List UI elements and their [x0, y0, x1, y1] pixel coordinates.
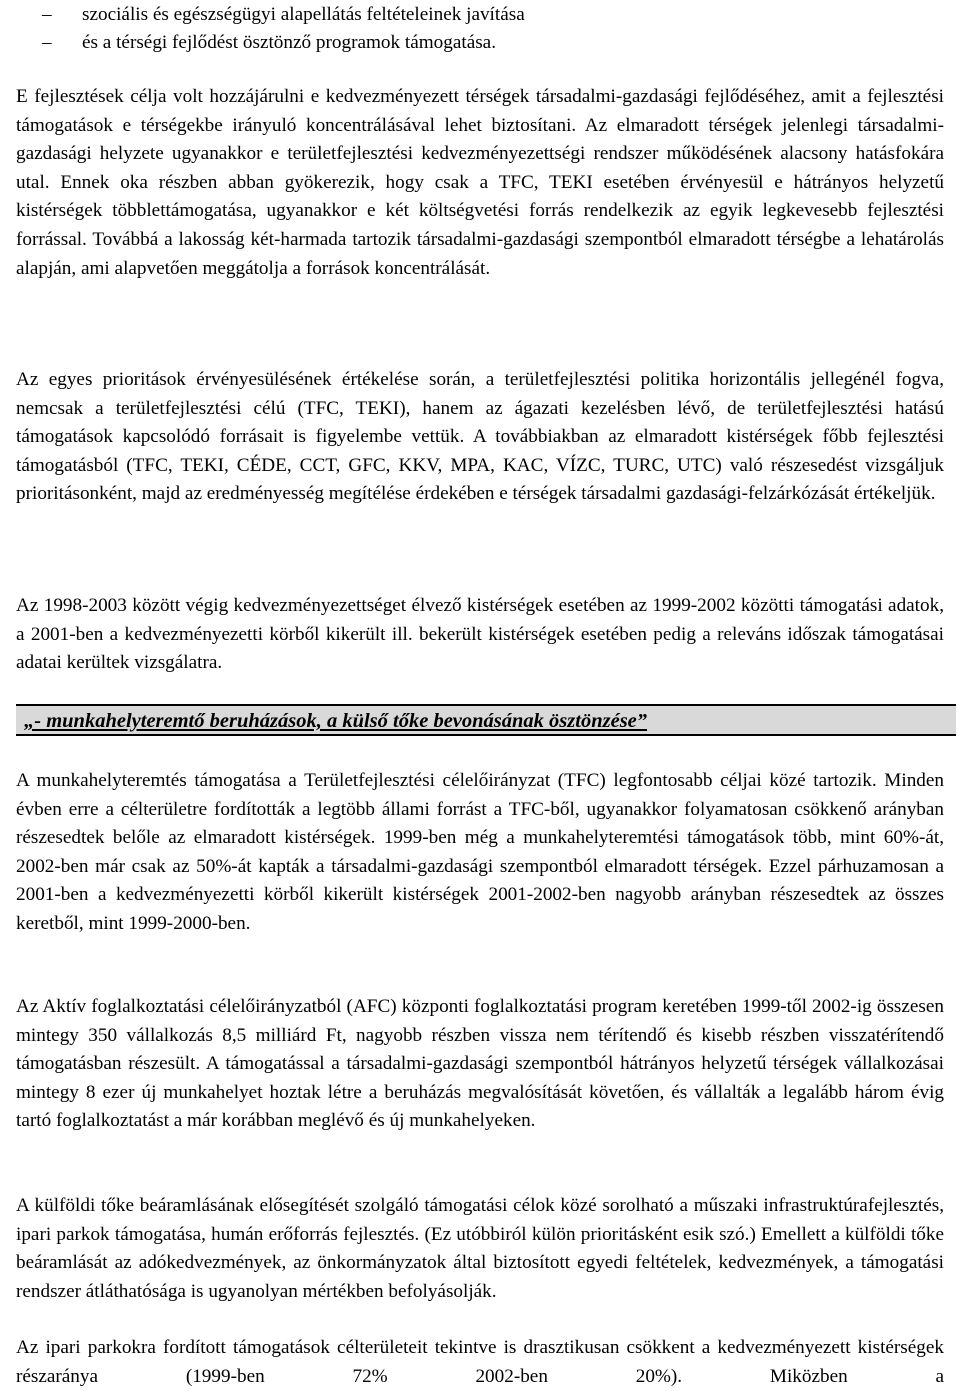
paragraph-development-goals: E fejlesztések célja volt hozzájárulni e kedvezményezett térségek társadalmi-gazdasági fejlődéséhez, amit a fejlesztési támogatások e térségekbe irányuló koncentrálásával lehet biztosítani. Az elmaradott térségek jelenlegi társadalmi-gazdasági helyzete ugyanakkor e területfejlesztési kedvezményezettségi rendszer működésének alacsony hatásfokára utal. Ennek oka részben abban gyökerezik, hogy csak a TFC, TEKI esetében érvényesül e hátrányos helyzetű kistérségek többlettámogatása, ugyanakkor e két költségvetési forrás rendelkezik az egyik legkevesebb fejlesztési forrással. Továbbá a lakosság két-harmada tartozik társadalmi-gazdasági szempontból elmaradott térségbe a lehatárolás alapján, ami alapvetően meggátolja a források koncentrálását. [16, 86, 944, 279]
bullet-list [16, 1, 944, 56]
paragraph-foreign-capital: A külföldi tőke beáramlásának elősegítését szolgáló támogatási célok közé sorolható a műszaki infrastruktúrafejlesztés, ipari parkok támogatása, humán erőforrás fejlesztés. (Ez utóbbiról külön prioritásként esik szó.) Emellett a külföldi tőke beáramlását az adókedvezmények, az önkormányzatok által biztosított egyedi feltételek, kedvezmények, a támogatási rendszer átláthatósága is ugyanolyan mértékben befolyásolják. [16, 1195, 944, 1302]
bullet-item [16, 1, 944, 29]
paragraph-afc-program: Az Aktív foglalkoztatási célelőirányzatból (AFC) központi foglalkoztatási program keretében 1999-től 2002-ig összesen mintegy 350 vállalkozás 8,5 milliárd Ft, nagyobb részben vissza nem térítendő és kisebb részben visszatérítendő támogatásban részesült. A támogatással a társadalmi-gazdasági szempontból hátrányos helyzetű térségek vállalkozásai mintegy 8 ezer új munkahelyet hoztak létre a beruházás megvalósítását követően, és vállalták a legalább három évig tartó foglalkoztatást a már korábban meglévő és új munkahelyeken. [16, 996, 944, 1132]
bullet-text: és a térségi fejlődést ösztönző programok támogatása. [82, 31, 496, 53]
paragraph-data-period: Az 1998-2003 között végig kedvezményezettséget élvező kistérségek esetében az 1999-2002 közötti támogatási adatok, a 2001-ben a kedvezményezetti körből kikerült ill. bekerült kistérségek esetében pedig a releváns időszak támogatásai adatai kerültek vizsgálatra. [16, 595, 944, 674]
bullet-dash: – [42, 4, 52, 25]
bullet-item [16, 29, 944, 57]
section-heading-box [16, 704, 956, 736]
section-heading: „- munkahelyteremtő beruházások, a külső tőke bevonásának ösztönzése” [24, 710, 648, 732]
paragraph-job-creation: A munkahelyteremtés támogatása a Területfejlesztési célelőirányzat (TFC) legfontosabb céljai közé tartozik. Minden évben erre a célterületre fordították a legtöbb állami forrást a TFC-ből, ugyanakkor folyamatosan csökkenő arányban részesedtek belőle az elmaradott kistérségek. 1999-ben még a munkahelyteremtési támogatások több, mint 60%-át, 2002-ben már csak az 50%-át kapták a társadalmi-gazdasági szempontból elmaradott térségek. Ezzel párhuzamosan a 2001-ben a kedvezményezetti körből kikerült kistérségek 2001-2002-ben nagyobb arányban részesedtek az összes keretből, mint 1999-2000-ben. [16, 770, 944, 934]
bullet-dash: – [42, 31, 52, 53]
paragraph-industrial-parks: Az ipari parkokra fordított támogatások célterületeit tekintve is drasztikusan csökkent a kedvezményezett kistérségek részaránya (1999-ben 72% 2002-ben 20%). Miközben a [16, 1337, 944, 1387]
paragraph-priorities-evaluation: Az egyes prioritások érvényesülésének értékelése során, a területfejlesztési politika horizontális jellegénél fogva, nemcsak a területfejlesztési célú (TFC, TEKI), hanem az ágazati kezelésben lévő, de területfejlesztési hatású támogatások kapcsolódó forrásait is figyelembe vettük. A továbbiakban az elmaradott kistérségek főbb fejlesztési támogatásból (TFC, TEKI, CÉDE, CCT, GFC, KKV, MPA, KAC, VÍZC, TURC, UTC) való részesedést vizsgáljuk prioritásonként, majd az eredményesség megítélése érdekében e térségek társadalmi gazdasági-felzárkózását értékeljük. [16, 369, 944, 505]
bullet-text: szociális és egészségügyi alapellátás feltételeinek javítása [82, 4, 525, 25]
